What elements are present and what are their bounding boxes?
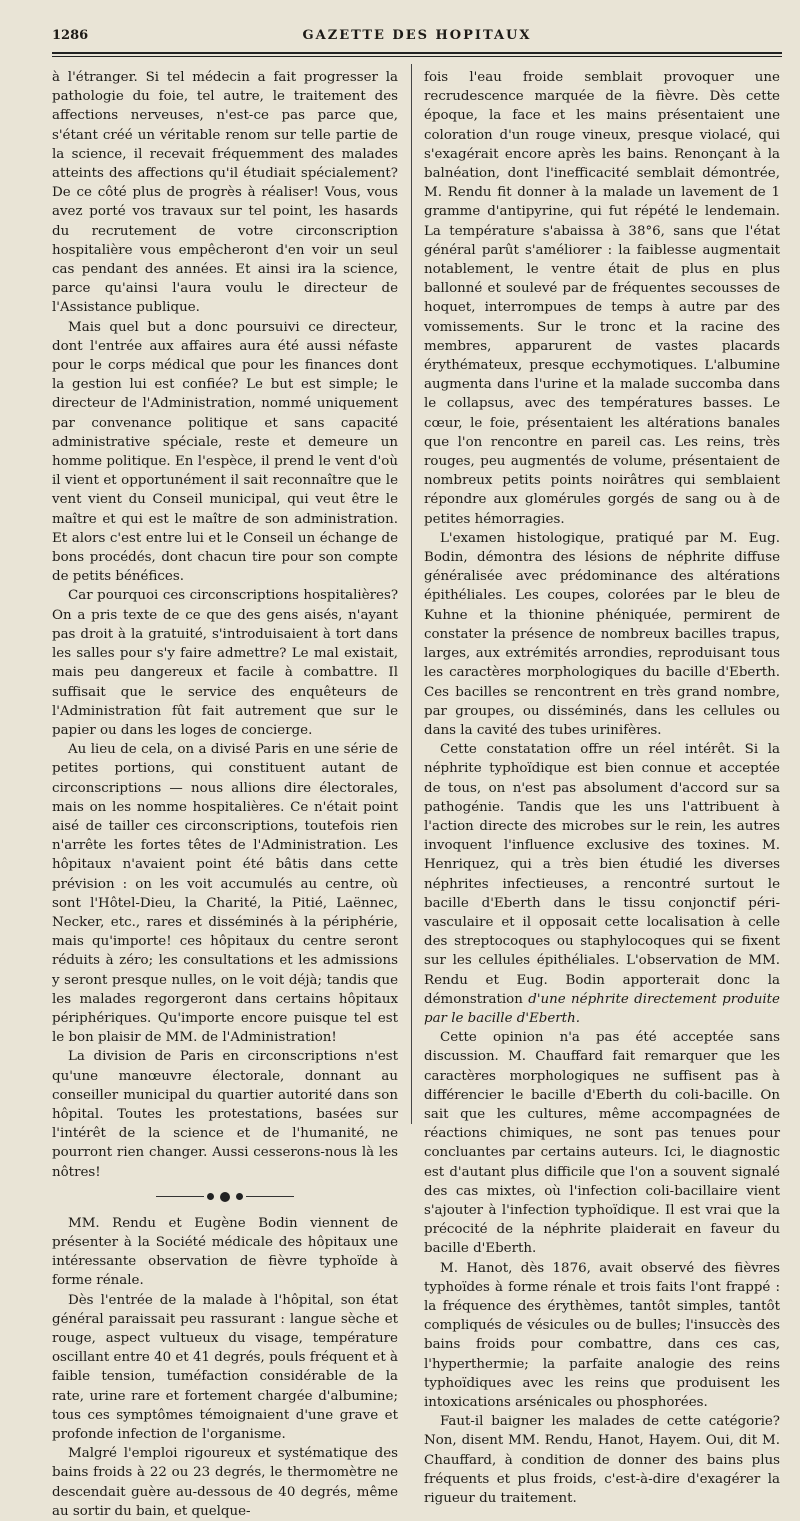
paragraph: MM. Rendu et Eugène Bodin viennent de présenter à la Société médicale des hôpitaux une intéressante observation de fièvre typhoïde à forme rénale. (52, 1215, 398, 1289)
running-title: GAZETTE DES HOPITAUX (302, 28, 532, 43)
paragraph: Malgré l'emploi rigoureux et systématique des bains froids à 22 ou 23 degrés, le thermomètre ne descendait guère au-dessous de 40 degrés, même au sortir du bain, et quelque- (52, 1446, 398, 1519)
paragraph: fois l'eau froide semblait provoquer une recrudescence marquée de la fièvre. Dès cette époque, la face et les mains présentaient une coloration d'un rouge vineux, presque violacé, qui s'exagérait encore après les bains. Renonçant à la balnéation, dont l'inefficacité semblait démontrée, M. Rendu fit donner à la malade un lavement de 1 gramme d'antipyrine, qui fut répété le lendemain. La température s'abaissa à 38°6, sans que l'état général parût s'améliorer : la faiblesse augmentait notablement, le ventre était de plus en plus ballonné et soulevé par de fréquentes secousses de hoquet, interrompues de temps à autre par des vomissements. Sur le tronc et la racine des membres, apparurent de vastes placards érythémateux, presque ecchymotiques. L'albumine augmenta dans l'urine et la malade succomba dans le collapsus, avec des températures basses. Le cœur, le foie, présentaient les altérations banales que l'on rencontre en pareil cas. Les reins, très rouges, peu augmentés de volume, présentaient de nombreux petits points noirâtres qui semblaient répondre aux glomérules gorgés de sang ou à de petites hémorragies. (424, 70, 780, 527)
paragraph: à l'étranger. Si tel médecin a fait progresser la pathologie du foie, tel autre, le traitement des affections nerveuses, n'est-ce pas parce que, s'étant créé un véritable renom sur telle partie de la science, il recevait fréquemment des malades atteints des affections qu'il étudiait spécialement? De ce côté plus de progrès à réaliser! Vous, vous avez porté vos travaux sur tel point, les hasards du recrutement de votre circonscription hospitalière vous empêcheront d'en voir un seul cas pendant des années. Et ainsi ira la science, parce qu'ainsi l'aura voulu le directeur de l'Assistance publique. (52, 70, 398, 316)
paragraph (424, 740, 780, 1028)
section-ornament (52, 1186, 398, 1208)
header-rule-thick (52, 52, 782, 54)
paragraph-text: Cette constatation offre un réel intérêt. Si la néphrite typhoïdique est bien connue et acceptée de tous, on n'est pas absolument d'accord sur sa pathogénie. Tandis que les uns l'attribuent à l'action directe des microbes sur le rein, les autres invoquent l'influence exclusive des toxines. M. Henriquez, qui a très bien étudié les diverses néphrites infectieuses, a rencontré surtout le bacille d'Eberth dans le tissu conjonctif péri-vasculaire et il opposait cette localisation à celle des streptocoques ou staphylocoques qui se fixent sur les cellules épithéliales. L'observation de MM. Rendu et Eug. Bodin apporterait donc la démonstration (424, 742, 780, 1007)
paragraph: Cette opinion n'a pas été acceptée sans discussion. M. Chauffard fait remarquer que les caractères morphologiques ne suffisent pas à différencier le bacille d'Eberth du coli-bacille. On sait que les cultures, même accompagnées de réactions chimiques, ne sont pas tenues pour concluantes par certains auteurs. Ici, le diagnostic est d'autant plus difficile que l'on a souvent signalé des cas mixtes, où l'infection coli-bacillaire vient s'ajouter à l'infection typhoïdique. Il est vrai que la précocité de la néphrite plaiderait en faveur du bacille d'Eberth. (424, 1030, 780, 1257)
paragraph: M. Hanot, dès 1876, avait observé des fièvres typhoïdes à forme rénale et trois faits l'ont frappé : la fréquence des érythèmes, tantôt simples, tantôt compliqués de vésicules ou de bulles; l'insuccès des bains froids pour combattre, dans ces cas, l'hyperthermie; la parfaite analogie des reins typhoïdiques avec les reins que produisent les intoxications arsénicales ou phosphorées. (424, 1260, 780, 1411)
paragraph: Au lieu de cela, on a divisé Paris en une série de petites portions, qui constituent autant de circonscriptions — nous allions dire électorales, mais on les nomme hospitalières. Ce n'était point aisé de tailler ces circonscriptions, toutefois rien n'arrête les fortes têtes de l'Administration. Les hôpitaux n'avaient point été bâtis dans cette prévision : on les voit accumulés au centre, où sont l'Hôtel-Dieu, la Charité, la Pitié, Laënnec, Necker, etc., rares et disséminés à la périphérie, mais qu'importe! ces hôpitaux du centre seront réduits à zéro; les consultations et les admissions y seront presque nulles, on le voit déjà; tandis que les malades regorgeront dans certains hôpitaux périphériques. Qu'importe encore puisque tel est le bon plaisir de MM. de l'Administration! (52, 742, 398, 1046)
column-divider (411, 64, 412, 1124)
paragraph: Faut-il baigner les malades de cette catégorie? Non, disent MM. Rendu, Hanot, Hayem. Oui, dit M. Chauffard, à condition de donner des bains plus fréquents et plus froids, c'est-à-dire d'exagérer la rigueur du traitement. (424, 1414, 780, 1507)
page-header (52, 28, 782, 48)
page-number: 1286 (52, 28, 89, 43)
paragraph: Car pourquoi ces circonscriptions hospitalières? On a pris texte de ce que des gens aisés, n'ayant pas droit à la gratuité, s'introduisaient à tort dans les salles pour s'y faire admettre? Le mal existait, mais peu dangereux et facile à combattre. Il suffisait que le service des enquêteurs de l'Administration fût fait autrement que sur le papier ou dans les loges de concierge. (52, 588, 398, 738)
paragraph: Dès l'entrée de la malade à l'hôpital, son état général paraissait peu rassurant : langue sèche et rouge, aspect vultueux du visage, température oscillant entre 40 et 41 degrés, pouls fréquent et à faible tension, tuméfaction considérable de la rate, urine rare et fortement chargée d'albumine; tous ces symptômes témoignaient d'une grave et profonde infection de l'organisme. (52, 1292, 398, 1443)
header-rule-thin (52, 56, 782, 57)
paragraph: Mais quel but a donc poursuivi ce directeur, dont l'entrée aux affaires aura été aussi néfaste pour le corps médical que pour les finances dont la gestion lui est confiée? Le but est simple; le directeur de l'Administration, nommé uniquement par convenance politique et sans capacité administrative spéciale, reste et demeure un homme politique. En l'espèce, il prend le vent d'où il vient et opportunément il sait reconnaître que le vent vient du Conseil municipal, qui veut être le maître et qui est le maître de son administration. Et alors c'est entre lui et le Conseil un échange de bons procédés, dont chacun tire pour son compte de petits bénéfices. (52, 319, 398, 585)
left-column (52, 68, 398, 1521)
paragraph: L'examen histologique, pratiqué par M. Eug. Bodin, démontra des lésions de néphrite diffuse généralisée avec prédominance des altérations épithéliales. Les coupes, colorées par le bleu de Kuhne et la thionine phéniquée, permirent de constater la présence de nombreux bacilles trapus, larges, aux extrémités arrondies, reproduisant tous les caractères morphologiques du bacille d'Eberth. Ces bacilles se rencontrent en très grand nombre, par groupes, ou disséminés, dans les cellules ou dans la cavité des tubes urinifères. (424, 530, 780, 738)
right-column (424, 68, 780, 1508)
italic-conclusion: d'une néphrite directement produite par le bacille d'Eberth. (424, 991, 780, 1026)
paragraph: La division de Paris en circonscriptions n'est qu'une manœuvre électorale, donnant au conseiller municipal du quartier autorité dans son hôpital. Toutes les protestations, basées sur l'intérêt de la science et de l'humanité, ne pourront rien changer. Aussi cesserons-nous là les nôtres! (52, 1049, 398, 1180)
